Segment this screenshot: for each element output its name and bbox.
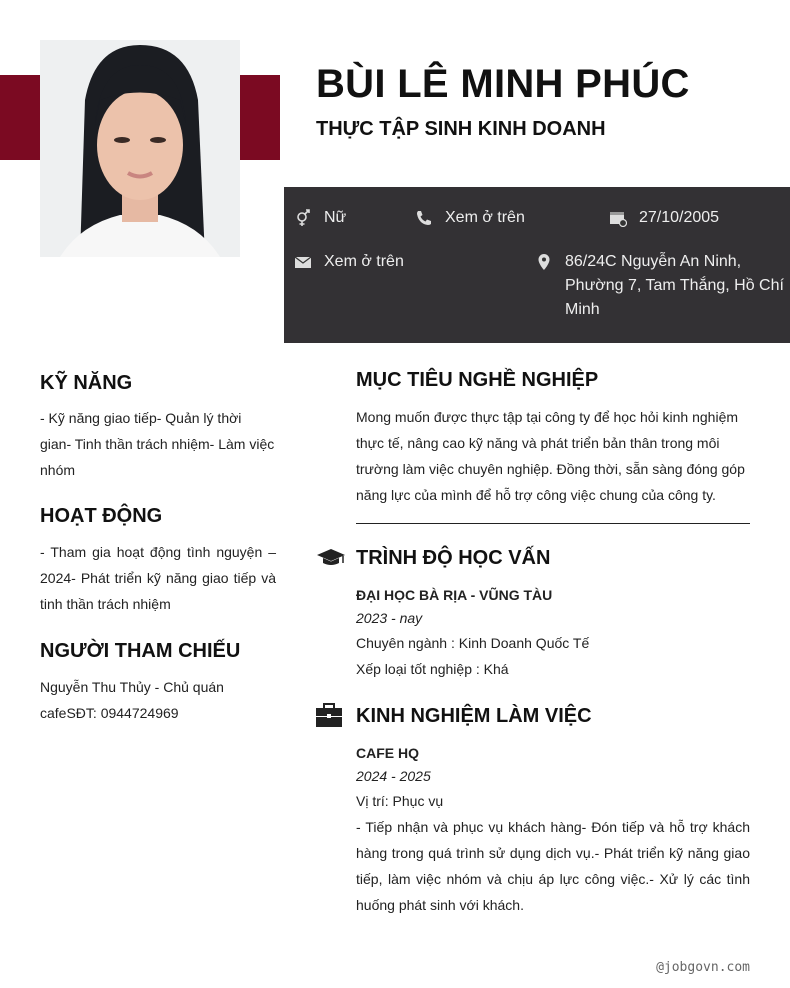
phone-icon bbox=[415, 209, 433, 227]
contact-birthday: 27/10/2005 bbox=[609, 206, 719, 230]
contact-address: 86/24C Nguyễn An Ninh, Phường 7, Tam Thắng, Hồ Chí Minh bbox=[535, 250, 785, 322]
email-icon bbox=[294, 253, 312, 271]
experience-description: - Tiếp nhận và phục vụ khách hàng- Đón tiếp và hỗ trợ khách hàng trong quá trình sử dụng dịch vụ.- Phát triển kỹ năng giao tiếp, làm việc nhóm và chịu áp lực công việc.- Xử lý các tình huống phát sinh với khách. bbox=[356, 819, 750, 913]
contact-email: Xem ở trên bbox=[294, 250, 404, 274]
education-school: ĐẠI HỌC BÀ RỊA - VŨNG TÀU bbox=[356, 587, 553, 603]
calendar-icon bbox=[609, 209, 627, 227]
divider bbox=[356, 523, 750, 524]
candidate-name: BÙI LÊ MINH PHÚC bbox=[316, 62, 690, 106]
contact-panel bbox=[284, 187, 790, 343]
accent-bar-right bbox=[240, 75, 280, 160]
footer-watermark: @jobgovn.com bbox=[656, 960, 750, 975]
accent-bar-left bbox=[0, 75, 40, 160]
skills-text: - Kỹ năng giao tiếp- Quản lý thời gian- Tinh thần trách nhiệm- Làm việc nhóm bbox=[40, 410, 275, 478]
contact-gender: Nữ bbox=[294, 206, 346, 230]
education-grade: Xếp loại tốt nghiệp : Khá bbox=[356, 661, 509, 677]
education-period: 2023 - nay bbox=[356, 610, 423, 626]
objective-text: Mong muốn được thực tập tại công ty để học hỏi kinh nghiệm thực tế, nâng cao kỹ năng và phát triển bản thân trong môi trường làm việc chuyên nghiệp. Đồng thời, sẵn sàng đóng góp năng lực của mình để hỗ trợ công việc chung của công ty. bbox=[356, 409, 745, 503]
profile-photo bbox=[40, 40, 240, 257]
references-heading: NGƯỜI THAM CHIẾU bbox=[40, 640, 241, 662]
activities-text: - Tham gia hoạt động tình nguyện – 2024- Phát triển kỹ năng giao tiếp và tinh thần trách nhiệm bbox=[40, 544, 276, 612]
graduation-cap-icon bbox=[316, 548, 346, 568]
references-text: Nguyễn Thu Thủy - Chủ quán cafeSĐT: 0944724969 bbox=[40, 679, 224, 721]
education-heading: TRÌNH ĐỘ HỌC VẤN bbox=[356, 547, 551, 569]
experience-heading: KINH NGHIỆM LÀM VIỆC bbox=[356, 705, 592, 727]
experience-period: 2024 - 2025 bbox=[356, 768, 431, 784]
contact-phone: Xem ở trên bbox=[415, 206, 525, 230]
briefcase-icon bbox=[316, 703, 342, 727]
experience-position: Vị trí: Phục vụ bbox=[356, 793, 444, 809]
skills-heading: KỸ NĂNG bbox=[40, 372, 133, 394]
gender-icon bbox=[294, 209, 312, 227]
activities-heading: HOẠT ĐỘNG bbox=[40, 505, 163, 527]
objective-heading: MỤC TIÊU NGHỀ NGHIỆP bbox=[356, 369, 599, 391]
location-pin-icon bbox=[535, 253, 553, 271]
education-major: Chuyên ngành : Kinh Doanh Quốc Tế bbox=[356, 635, 590, 651]
job-title: THỰC TẬP SINH KINH DOANH bbox=[316, 118, 606, 140]
experience-company: CAFE HQ bbox=[356, 745, 419, 761]
